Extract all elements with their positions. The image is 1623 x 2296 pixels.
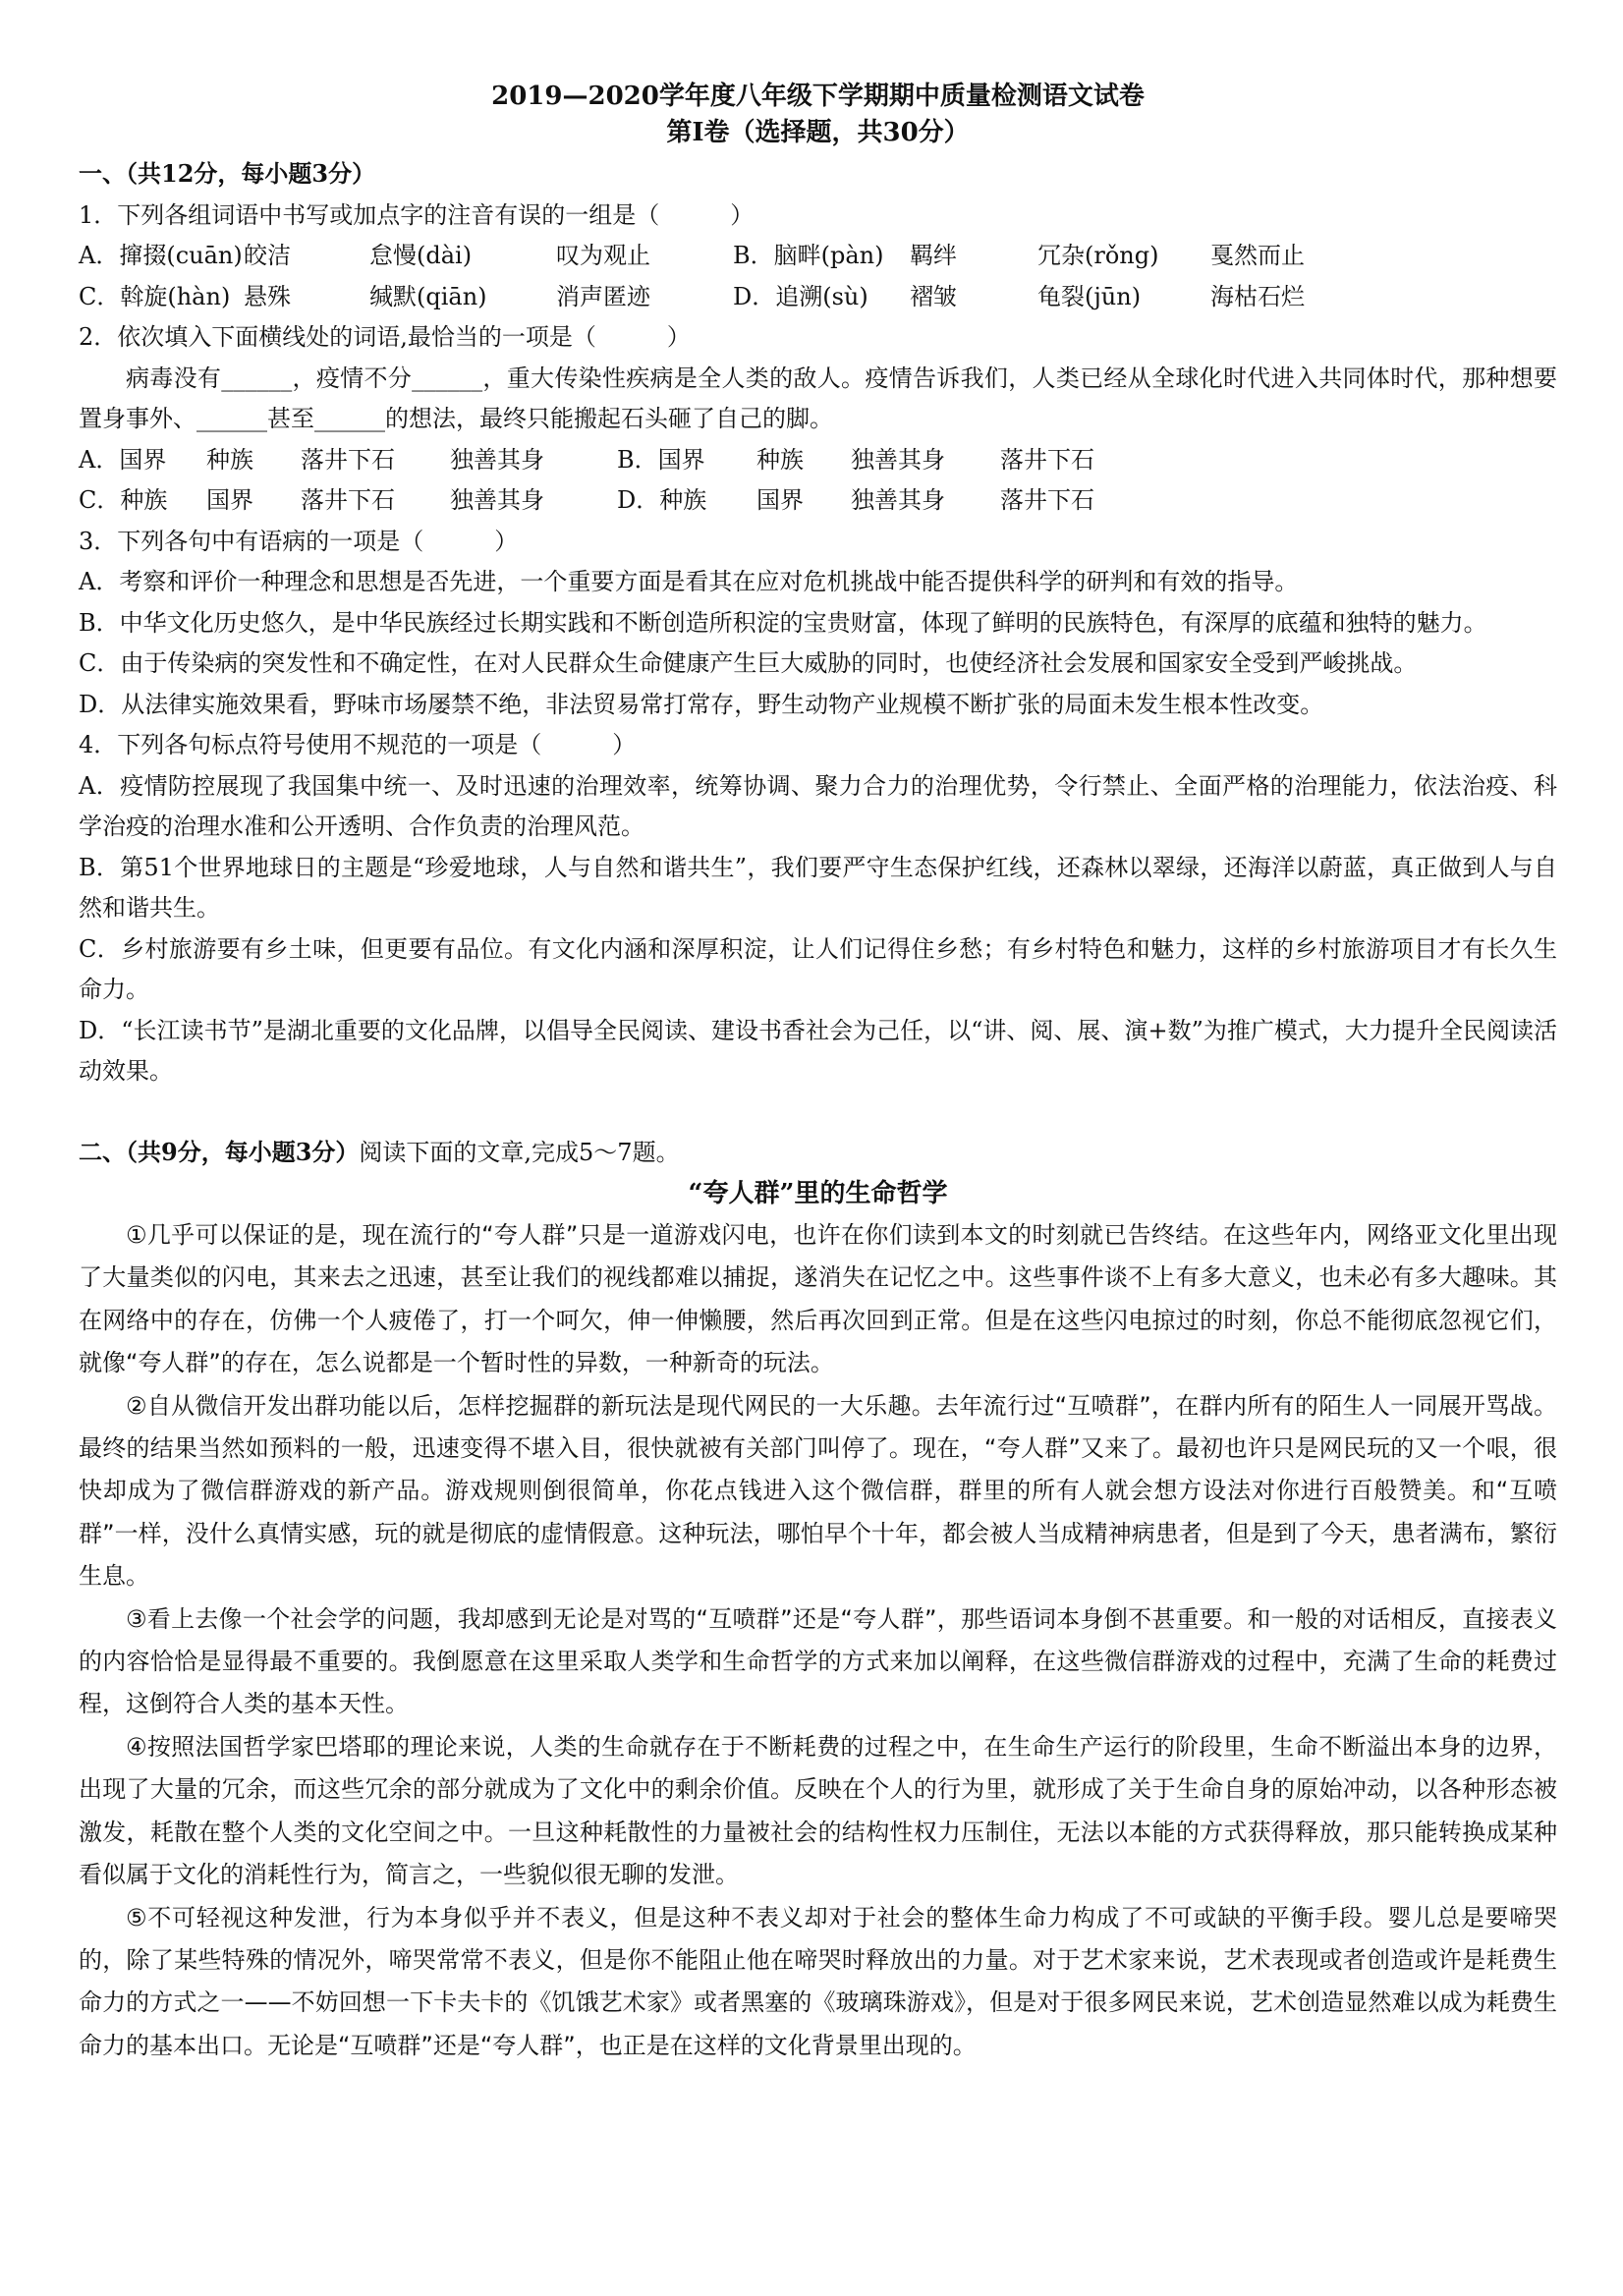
- q1-cell: 海枯石烂: [1210, 282, 1305, 310]
- q1-cell: 消声匿迹: [556, 282, 650, 310]
- q1-cell: B．脑畔(pàn): [733, 242, 884, 269]
- q4-option-b: B．第51个世界地球日的主题是“珍爱地球，人与自然和谐共生”，我们要严守生态保护红线，还森林以翠绿，还海洋以蔚蓝，真正做到人与自然和谐共生。: [79, 853, 1557, 922]
- q2-cell: C．种族: [79, 486, 168, 514]
- exam-title: 2019—2020学年度八年级下学期期中质量检测语文试卷: [491, 82, 1145, 111]
- q4-stem: 4．下列各句标点符号使用不规范的一项是（ ）: [79, 731, 637, 758]
- q3-option-a: A．考察和评价一种理念和思想是否先进，一个重要方面是看其在应对危机挑战中能否提供科学的研判和有效的指导。: [79, 568, 1299, 595]
- q2-passage: 病毒没有______，疫情不分______，重大传染性疾病是全人类的敌人。疫情告诉我们，人类已经从全球化时代进入共同体时代，那种想要置身事外、______甚至______的想法，最终只能搬起石头砸了自己的脚。: [79, 364, 1557, 432]
- part2-heading: 二、（共9分，每小题3分）阅读下面的文章,完成5～7题。: [79, 1137, 680, 1166]
- q1-cell: 羁绊: [910, 242, 957, 269]
- q2-cell: 独善其身: [450, 445, 544, 474]
- q3-option-d: D．从法律实施效果看，野味市场屡禁不绝，非法贸易常打常存，野生动物产业规模不断扩张的局面未发生根本性改变。: [79, 690, 1324, 718]
- article-title: “夸人群”里的生命哲学: [688, 1179, 948, 1208]
- section-spacer: [79, 1092, 1557, 1132]
- q2-cell: 国界: [756, 486, 804, 514]
- q1-cell: 怠慢(dài): [369, 242, 473, 269]
- q1-cell: A．撺掇(cuān): [79, 242, 243, 269]
- q2-cell: B．国界: [617, 445, 705, 474]
- q2-stem: 2．依次填入下面横线处的词语,最恰当的一项是（ ）: [79, 323, 691, 351]
- article-paragraph-5: ⑤不可轻视这种发泄，行为本身似乎并不表义，但是这种不表义却对于社会的整体生命力构成了不可或缺的平衡手段。婴儿总是要啼哭的，除了某些特殊的情况外，啼哭常常不表义，但是你不能阻止他在啼哭时释放出的力量。对于艺术家来说，艺术表现或者创造或许是耗费生命力的方式之一——不妨回想一下卡夫卡的《饥饿艺术家》或者黑塞的《玻璃珠游戏》，但是对于很多网民来说，艺术创造显然难以成为耗费生命力的基本出口。无论是“互喷群”还是“夸人群”，也正是在这样的文化背景里出现的。: [79, 1903, 1557, 2059]
- q2-cell: 落井下石: [301, 445, 395, 474]
- q1-cell: 皎洁: [244, 242, 291, 269]
- q2-cell: 种族: [756, 445, 804, 474]
- exam-page: [79, 79, 1557, 2067]
- q1-cell: D．追溯(sù): [733, 282, 868, 310]
- q1-cell: C．斡旋(hàn): [79, 282, 231, 310]
- q2-cell: 独善其身: [450, 486, 544, 514]
- q1-cell: 叹为观止: [556, 242, 650, 269]
- q1-cell: 冗杂(rǒng): [1037, 242, 1159, 269]
- q1-stem: 1．下列各组词语中书写或加点字的注音有误的一组是（ ）: [79, 200, 755, 229]
- q1-cell: 缄默(qiān): [369, 282, 487, 310]
- article-paragraph-2: ②自从微信开发出群功能以后，怎样挖掘群的新玩法是现代网民的一大乐趣。去年流行过“互喷群”，在群内所有的陌生人一同展开骂战。最终的结果当然如预料的一般，迅速变得不堪入目，很快就被有关部门叫停了。现在，“夸人群”又来了。最初也许只是网民玩的又一个哏，很快却成为了微信群游戏的新产品。游戏规则倒很简单，你花点钱进入这个微信群，群里的所有人就会想方设法对你进行百般赞美。和“互喷群”一样，没什么真情实感，玩的就是彻底的虚情假意。这种玩法，哪怕早个十年，都会被人当成精神病患者，但是到了今天，患者满布，繁衍生息。: [79, 1391, 1557, 1591]
- q1-options-row-1: [79, 236, 1557, 277]
- q2-cell: A．国界: [79, 445, 167, 474]
- q2-options-row-2: [79, 480, 1557, 522]
- exam-subtitle: 第Ⅰ卷（选择题，共30分）: [666, 118, 970, 147]
- q2-cell: 独善其身: [851, 445, 945, 474]
- q3-stem: 3．下列各句中有语病的一项是（ ）: [79, 527, 519, 555]
- q2-cell: 落井下石: [1000, 486, 1094, 514]
- q4-option-a: A．疫情防控展现了我国集中统一、及时迅速的治理效率，统筹协调、聚力合力的治理优势，令行禁止、全面严格的治理能力，依法治疫、科学治疫的治理水准和公开透明、合作负责的治理风范。: [79, 771, 1557, 840]
- q3-option-b: B．中华文化历史悠久，是中华民族经过长期实践和不断创造所积淀的宝贵财富，体现了鲜明的民族特色，有深厚的底蕴和独特的魅力。: [79, 608, 1487, 637]
- q2-cell: 落井下石: [1000, 445, 1094, 474]
- q1-cell: 悬殊: [244, 282, 291, 310]
- q1-cell: 戛然而止: [1210, 242, 1305, 269]
- q1-cell: 龟裂(jūn): [1037, 282, 1142, 310]
- q2-cell: 落井下石: [301, 486, 395, 514]
- article-paragraph-3: ③看上去像一个社会学的问题，我却感到无论是对骂的“互喷群”还是“夸人群”，那些语词本身倒不甚重要。和一般的对话相反，直接表义的内容恰恰是显得最不重要的。我倒愿意在这里采取人类学和生命哲学的方式来加以阐释，在这些微信群游戏的过程中，充满了生命的耗费过程，这倒符合人类的基本天性。: [79, 1604, 1557, 1718]
- q2-cell: 国界: [206, 486, 253, 514]
- q4-option-c: C．乡村旅游要有乡土味，但更要有品位。有文化内涵和深厚积淀，让人们记得住乡愁；有乡村特色和魅力，这样的乡村旅游项目才有长久生命力。: [79, 934, 1557, 1003]
- q2-cell: 种族: [206, 445, 253, 474]
- q1-options-row-2: [79, 277, 1557, 318]
- q1-cell: 褶皱: [910, 282, 957, 310]
- q2-cell: 独善其身: [851, 486, 945, 514]
- part1-heading: 一、（共12分，每小题3分）: [79, 159, 376, 188]
- q2-options-row-1: [79, 440, 1557, 481]
- q2-cell: D．种族: [617, 486, 707, 514]
- article-paragraph-4: ④按照法国哲学家巴塔耶的理论来说，人类的生命就存在于不断耗费的过程之中，在生命生产运行的阶段里，生命不断溢出本身的边界，出现了大量的冗余，而这些冗余的部分就成为了文化中的剩余价值。反映在个人的行为里，就形成了关于生命自身的原始冲动，以各种形态被激发，耗散在整个人类的文化空间之中。一旦这种耗散性的力量被社会的结构性权力压制住，无法以本能的方式获得释放，那只能转换成某种看似属于文化的消耗性行为，简言之，一些貌似很无聊的发泄。: [79, 1732, 1557, 1889]
- q3-option-c: C．由于传染病的突发性和不确定性，在对人民群众生命健康产生巨大威胁的同时，也使经济社会发展和国家安全受到严峻挑战。: [79, 649, 1418, 677]
- q4-option-d: D．“长江读书节”是湖北重要的文化品牌，以倡导全民阅读、建设书香社会为己任，以“讲、阅、展、演+数”为推广模式，大力提升全民阅读活动效果。: [79, 1016, 1557, 1085]
- article-paragraph-1: ①几乎可以保证的是，现在流行的“夸人群”只是一道游戏闪电，也许在你们读到本文的时刻就已告终结。在这些年内，网络亚文化里出现了大量类似的闪电，其来去之迅速，甚至让我们的视线都难以捕捉，遂消失在记忆之中。这些事件谈不上有多大意义，也未必有多大趣味。其在网络中的存在，仿佛一个人疲倦了，打一个呵欠，伸一伸懒腰，然后再次回到正常。但是在这些闪电掠过的时刻，你总不能彻底忽视它们，就像“夸人群”的存在，怎么说都是一个暂时性的异数，一种新奇的玩法。: [79, 1221, 1557, 1377]
